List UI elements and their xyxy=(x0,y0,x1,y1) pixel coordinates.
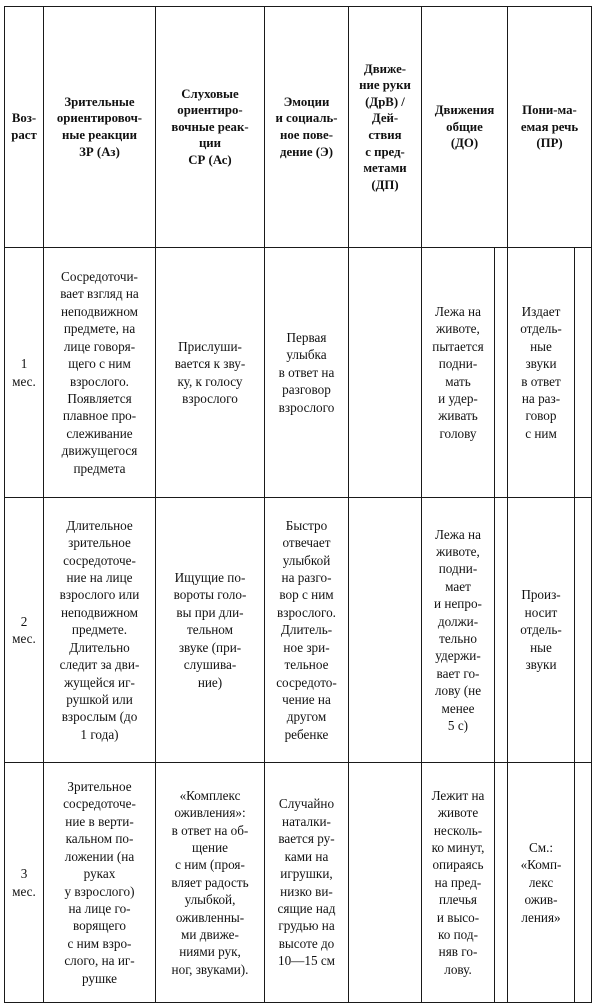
header-understood-speech: Пони-ма- емая речь (ПР) xyxy=(508,7,592,248)
cell-speech: Издает отдель- ные звуки в ответ на раз- говор с ним xyxy=(508,248,575,498)
header-general-movements: Движения общие (ДО) xyxy=(422,7,508,248)
header-emotions: Эмоции и социаль- ное пове- дение (Э) xyxy=(265,7,349,248)
cell-auditory: Ищущие по- вороты голо- вы при дли- тельном звуке (при- слушива- ние) xyxy=(156,498,265,763)
cell-speech: См.: «Комп- лекс ожив- ления» xyxy=(508,763,575,1003)
cell-visual: Длительное зрительное сосредоточе- ние на лице взрослого или неподвижном предмете. Длительно следит за дви- жущейся иг- рушкой или взрослым (до 1 года) xyxy=(44,498,156,763)
cell-speech: Произ- носит отдель- ные звуки xyxy=(508,498,575,763)
empty-cell xyxy=(495,498,508,763)
header-age: Воз- раст xyxy=(5,7,44,248)
header-row xyxy=(5,7,592,248)
table-row xyxy=(5,248,592,498)
empty-cell xyxy=(575,763,592,1003)
empty-cell xyxy=(575,248,592,498)
cell-auditory: Прислуши- вается к зву- ку, к голосу взрослого xyxy=(156,248,265,498)
cell-emotions: Быстро отвечает улыбкой на разго- вор с ним взрослого. Длитель- ное зри- тельное сосредото- чение на другом ребенке xyxy=(265,498,349,763)
cell-visual: Сосредоточи- вает взгляд на неподвижном предмете, на лице говоря- щего с ним взрослого. Появляется плавное про- слеживание движущегося предмета xyxy=(44,248,156,498)
cell-general: Лежит на животе несколь- ко минут, опираясь на пред- плечья и высо- ко под- няв го- лову. xyxy=(422,763,495,1003)
cell-hand xyxy=(349,248,422,498)
cell-visual: Зрительное сосредоточе- ние в верти- кальном по- ложении (на руках у взрослого) на лице го- ворящего с ним взро- слого, на иг- рушке xyxy=(44,763,156,1003)
cell-age: 2 мес. xyxy=(5,498,44,763)
cell-auditory: «Комплекс оживления»: в ответ на об- щение с ним (проя- вляет радость улыбкой, оживленны- ми движе- ниями рук, ног, звуками). xyxy=(156,763,265,1003)
cell-age: 3 мес. xyxy=(5,763,44,1003)
cell-hand xyxy=(349,763,422,1003)
empty-cell xyxy=(495,763,508,1003)
header-auditory-reactions: Слуховые ориентиро- вочные реак- ции СР (Ас) xyxy=(156,7,265,248)
header-visual-reactions: Зрительные ориентировоч- ные реакции ЗР (Аз) xyxy=(44,7,156,248)
development-table xyxy=(4,6,592,1003)
empty-cell xyxy=(495,248,508,498)
cell-emotions: Первая улыбка в ответ на разговор взрослого xyxy=(265,248,349,498)
cell-general: Лежа на животе, пытается подни- мать и удер- живать голову xyxy=(422,248,495,498)
cell-age: 1 мес. xyxy=(5,248,44,498)
table-row xyxy=(5,498,592,763)
table-row xyxy=(5,763,592,1003)
empty-cell xyxy=(575,498,592,763)
cell-emotions: Случайно наталки- вается ру- ками на игрушки, низко ви- сящие над грудью на высоте до 10—15 см xyxy=(265,763,349,1003)
cell-hand xyxy=(349,498,422,763)
cell-general: Лежа на животе, подни- мает и непро- должи- тельно удержи- вает го- лову (не менее 5 с) xyxy=(422,498,495,763)
header-hand-movement: Движе- ние руки (ДрВ) / Дей- ствия с пред- метами (ДП) xyxy=(349,7,422,248)
